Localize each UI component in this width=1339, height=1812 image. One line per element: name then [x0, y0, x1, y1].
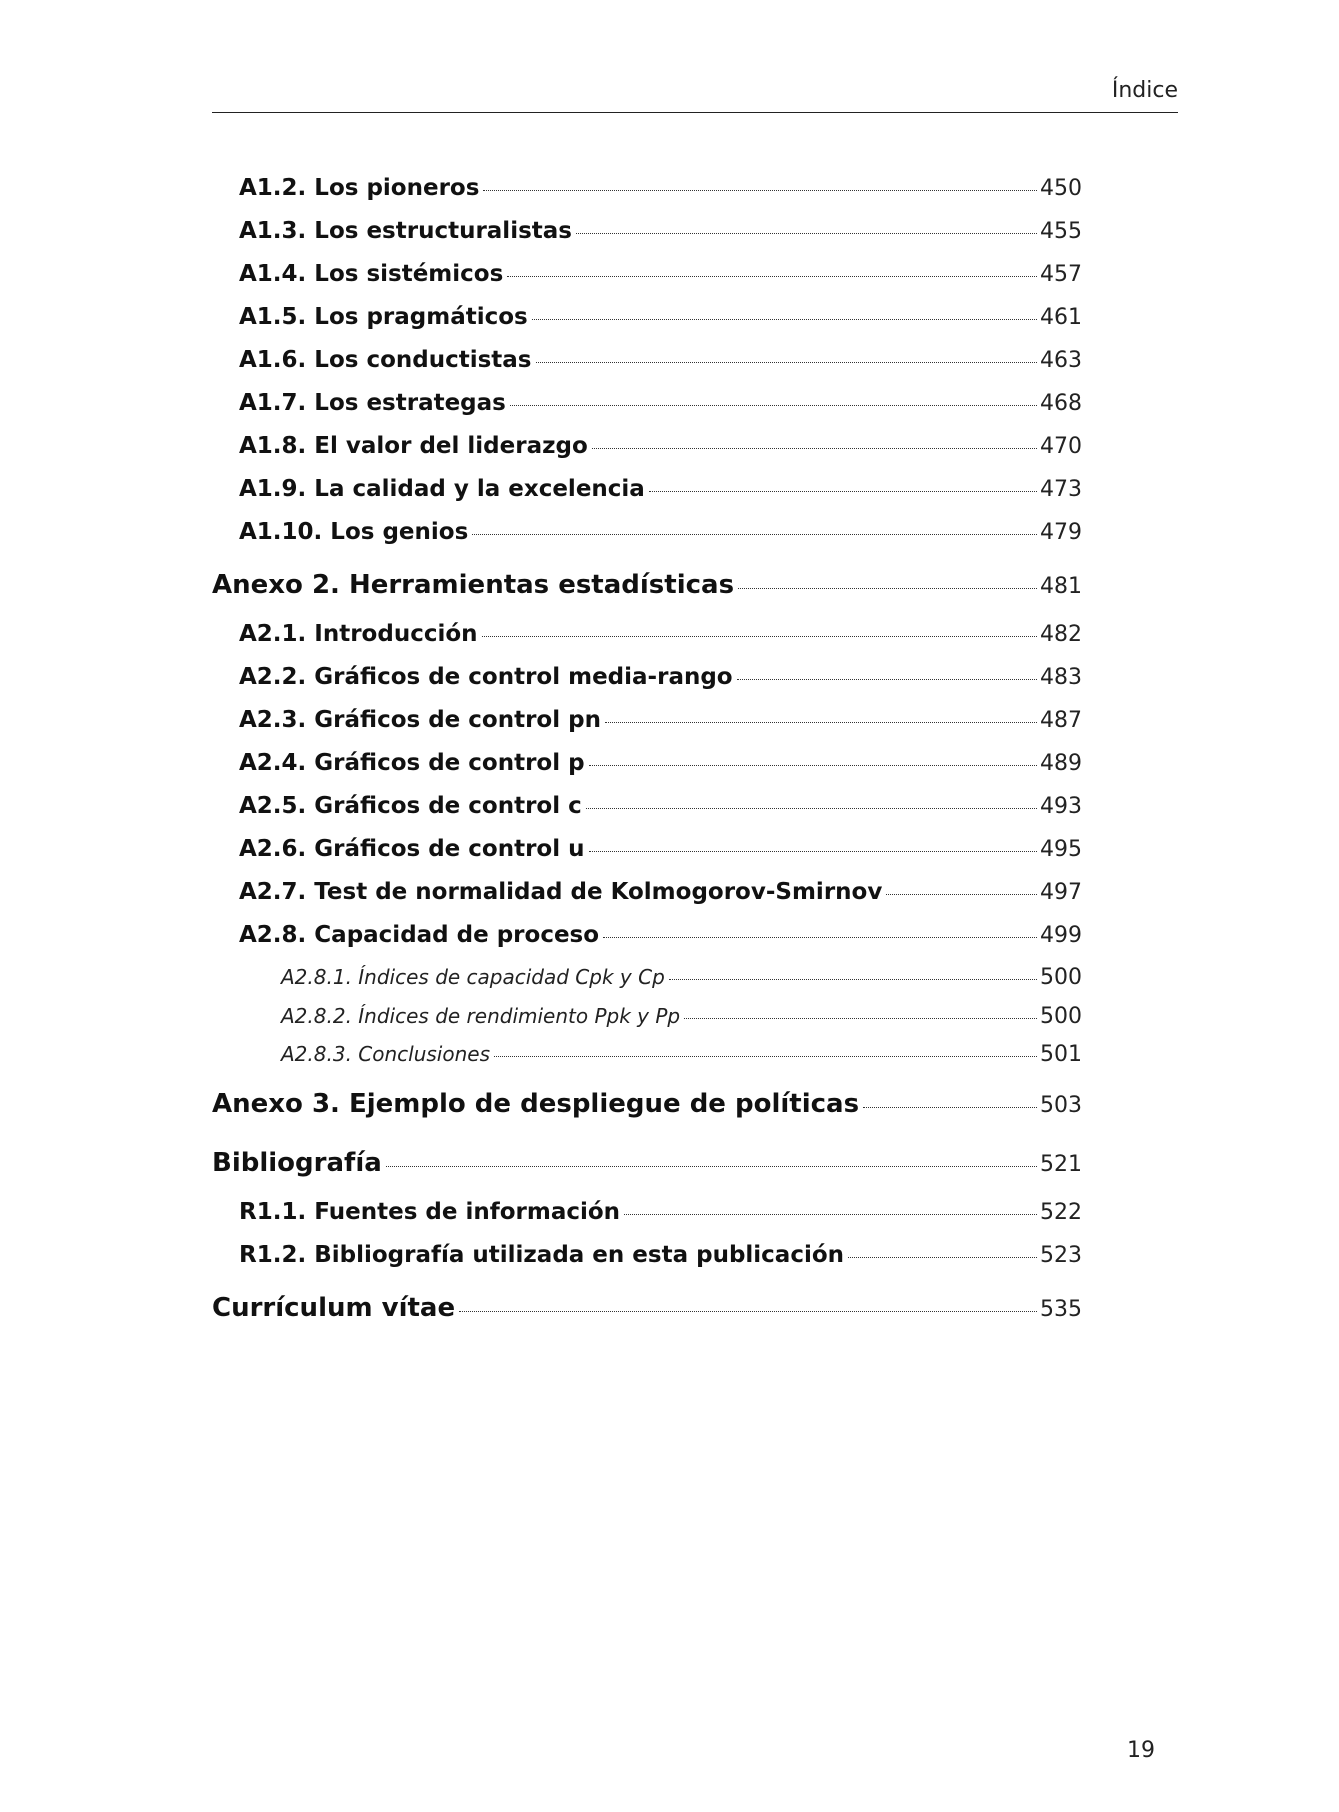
toc-entry-page: 535	[1040, 1296, 1082, 1322]
toc-entry	[212, 433, 1082, 476]
dot-leader	[589, 851, 1038, 852]
toc-entry-label: A1.8. El valor del liderazgo	[239, 433, 588, 459]
toc-entry	[212, 261, 1082, 304]
toc-entry-page: 523	[1040, 1242, 1082, 1268]
toc-entry	[212, 519, 1082, 562]
toc-entry-page: 521	[1040, 1151, 1082, 1177]
dot-leader	[863, 1107, 1037, 1108]
dot-leader	[586, 808, 1037, 809]
page-number: 19	[1127, 1738, 1155, 1763]
toc-entry-label: A1.10. Los genios	[239, 519, 469, 545]
running-header	[212, 78, 1178, 113]
toc-entry-page: 455	[1040, 219, 1082, 244]
toc-entry	[212, 476, 1082, 519]
toc-entry-label: A2.8.3. Conclusiones	[281, 1042, 491, 1066]
toc-entry	[212, 793, 1082, 836]
toc-entry-label: Anexo 3. Ejemplo de despliegue de políticas	[212, 1088, 860, 1119]
dot-leader	[669, 979, 1037, 980]
toc-entry	[212, 347, 1082, 390]
dot-leader	[472, 534, 1037, 535]
dot-leader	[886, 894, 1037, 895]
toc-entry-page: 461	[1040, 305, 1082, 330]
dot-leader	[737, 679, 1037, 680]
toc-entry-page: 483	[1040, 665, 1082, 690]
toc-entry	[212, 562, 1082, 621]
dot-leader	[576, 233, 1037, 234]
toc-entry-page: 457	[1040, 262, 1082, 287]
dot-leader	[483, 190, 1037, 191]
dot-leader	[459, 1311, 1037, 1312]
toc-entry-page: 499	[1040, 923, 1082, 948]
toc-entry-label: A2.3. Gráficos de control pn	[239, 707, 601, 733]
toc-entry	[212, 750, 1082, 793]
toc-entry-label: A2.7. Test de normalidad de Kolmogorov-Smirnov	[239, 879, 883, 905]
dot-leader	[603, 937, 1037, 938]
toc-entry-label: A2.8.2. Índices de rendimiento Ppk y Pp	[281, 1003, 681, 1028]
toc-entry-page: 468	[1040, 391, 1082, 416]
toc-entry	[212, 1242, 1082, 1285]
dot-leader	[482, 636, 1037, 637]
toc-entry-label: A1.3. Los estructuralistas	[239, 218, 572, 244]
toc-entry	[212, 965, 1082, 1004]
toc-entry	[212, 1199, 1082, 1242]
dot-leader	[510, 405, 1037, 406]
toc-entry-label: R1.1. Fuentes de información	[239, 1198, 621, 1225]
toc-entry-label: A2.2. Gráficos de control media-rango	[239, 664, 733, 690]
toc-entry	[212, 1004, 1082, 1043]
toc-entry-page: 495	[1040, 837, 1082, 862]
toc-entry-page: 473	[1040, 477, 1082, 502]
dot-leader	[589, 765, 1037, 766]
dot-leader	[649, 491, 1037, 492]
toc-entry-label: A2.4. Gráficos de control p	[239, 750, 585, 776]
dot-leader	[592, 448, 1037, 449]
toc-entry-label: A2.1. Introducción	[239, 621, 478, 647]
toc-entry	[212, 707, 1082, 750]
toc-entry-page: 470	[1040, 434, 1082, 459]
toc-entry-label: A1.9. La calidad y la excelencia	[239, 476, 645, 502]
dot-leader	[738, 588, 1037, 589]
toc-entry-label: A1.7. Los estrategas	[239, 390, 506, 416]
toc-entry-label: Anexo 2. Herramientas estadísticas	[212, 570, 735, 600]
dot-leader	[605, 722, 1037, 723]
toc-entry	[212, 1140, 1082, 1199]
dot-leader	[386, 1166, 1037, 1167]
dot-leader	[624, 1214, 1037, 1215]
toc-entry-page: 487	[1040, 708, 1082, 733]
toc-entry-label: A2.8.1. Índices de capacidad Cpk y Cp	[281, 965, 665, 989]
dot-leader	[507, 276, 1037, 277]
toc-entry	[212, 1285, 1082, 1344]
toc-entry-page: 500	[1040, 1003, 1082, 1029]
toc-entry-label: A2.8. Capacidad de proceso	[239, 922, 600, 948]
toc-entry-label: Currículum vítae	[212, 1292, 456, 1323]
toc-entry	[212, 879, 1082, 922]
dot-leader	[848, 1257, 1037, 1258]
header-title: Índice	[1111, 78, 1178, 103]
toc-entry	[212, 175, 1082, 218]
toc-entry-label: Bibliografía	[212, 1147, 382, 1178]
toc-entry-label: A1.4. Los sistémicos	[239, 261, 504, 287]
toc-entry-page: 503	[1040, 1092, 1082, 1118]
toc-entry-page: 479	[1040, 520, 1082, 545]
dot-leader	[684, 1018, 1037, 1019]
toc-entry-page: 482	[1040, 622, 1082, 647]
toc-entry-label: R1.2. Bibliografía utilizada en esta publicación	[239, 1241, 845, 1268]
toc-entry	[212, 1081, 1082, 1140]
toc-entry-page: 463	[1040, 348, 1082, 373]
toc-entry	[212, 664, 1082, 707]
toc-entry-page: 501	[1040, 1042, 1082, 1067]
dot-leader	[536, 362, 1038, 363]
toc-entry	[212, 304, 1082, 347]
toc-entry-label: A2.5. Gráficos de control c	[239, 793, 582, 819]
toc-entry-label: A1.5. Los pragmáticos	[239, 304, 528, 330]
toc-entry-page: 489	[1040, 751, 1082, 776]
toc-entry-page: 497	[1040, 880, 1082, 905]
toc-entry-page: 481	[1040, 574, 1082, 599]
toc-entry-page: 522	[1040, 1199, 1082, 1225]
toc-entry	[212, 836, 1082, 879]
toc-entry	[212, 390, 1082, 433]
toc-entry-page: 450	[1040, 176, 1082, 201]
toc-entry	[212, 922, 1082, 965]
dot-leader	[494, 1056, 1037, 1057]
toc-entry	[212, 218, 1082, 261]
table-of-contents	[212, 175, 1082, 1344]
toc-entry	[212, 1042, 1082, 1081]
toc-entry-label: A1.6. Los conductistas	[239, 347, 532, 373]
toc-entry-label: A2.6. Gráficos de control u	[239, 836, 585, 862]
toc-entry	[212, 621, 1082, 664]
toc-entry-page: 500	[1040, 965, 1082, 990]
toc-entry-label: A1.2. Los pioneros	[239, 175, 480, 201]
toc-entry-page: 493	[1040, 794, 1082, 819]
dot-leader	[532, 319, 1037, 320]
